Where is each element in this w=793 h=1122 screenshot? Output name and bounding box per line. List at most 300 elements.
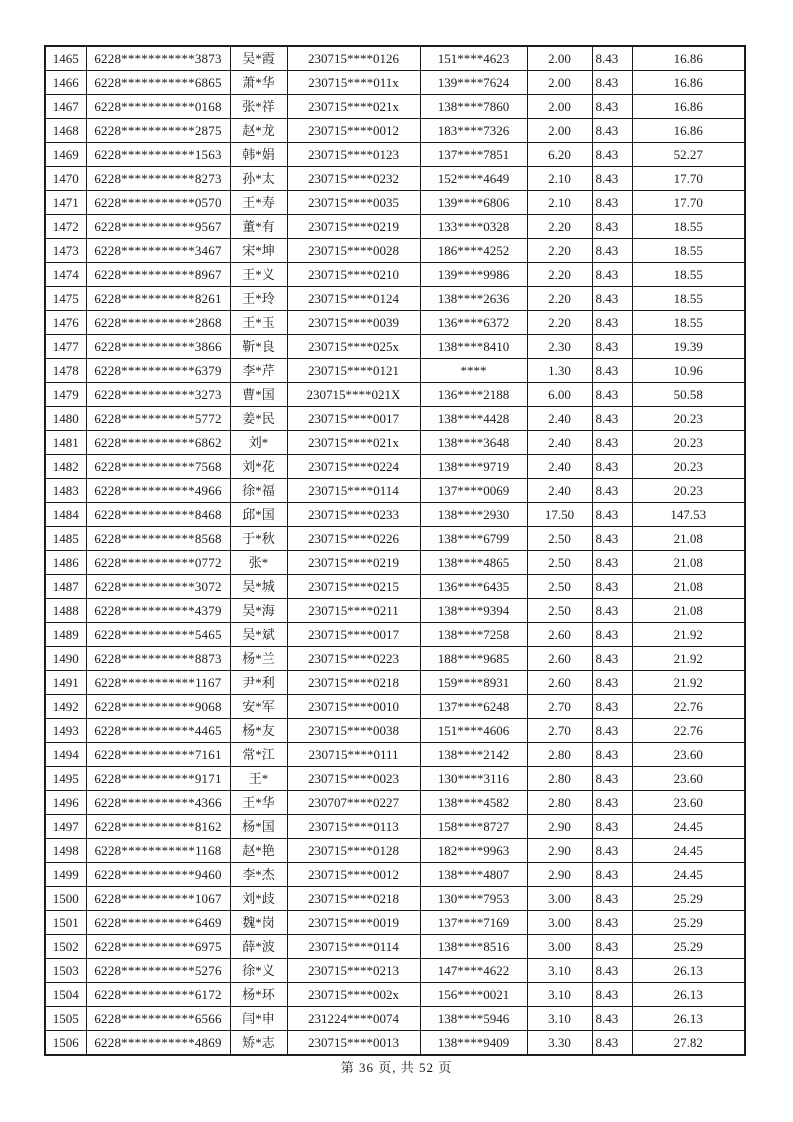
id-number-cell: 230715****0211 [287, 599, 420, 623]
row-number-cell: 1492 [45, 695, 86, 719]
amount-cell: 10.96 [632, 359, 745, 383]
id-number-cell: 230715****0219 [287, 215, 420, 239]
id-number-cell: 230715****011x [287, 71, 420, 95]
card-number-cell: 6228***********9460 [86, 863, 230, 887]
row-number-cell: 1485 [45, 527, 86, 551]
name-cell: 吴*霞 [230, 46, 287, 71]
rate-cell: 8.43 [592, 647, 632, 671]
amount-cell: 18.55 [632, 287, 745, 311]
id-number-cell: 230715****002x [287, 983, 420, 1007]
amount-cell: 27.82 [632, 1031, 745, 1056]
card-number-cell: 6228***********4465 [86, 719, 230, 743]
id-number-cell: 230715****0123 [287, 143, 420, 167]
id-number-cell: 230715****0039 [287, 311, 420, 335]
name-cell: 曹*国 [230, 383, 287, 407]
phone-number-cell: 138****2142 [420, 743, 527, 767]
id-number-cell: 230715****0017 [287, 623, 420, 647]
amount-cell: 21.92 [632, 623, 745, 647]
row-number-cell: 1488 [45, 599, 86, 623]
base-value-cell: 2.90 [527, 815, 592, 839]
base-value-cell: 17.50 [527, 503, 592, 527]
base-value-cell: 2.90 [527, 839, 592, 863]
id-number-cell: 230715****0012 [287, 119, 420, 143]
rate-cell: 8.43 [592, 887, 632, 911]
rate-cell: 8.43 [592, 599, 632, 623]
phone-number-cell: 138****8516 [420, 935, 527, 959]
name-cell: 张* [230, 551, 287, 575]
name-cell: 王*玉 [230, 311, 287, 335]
id-number-cell: 230715****021x [287, 431, 420, 455]
page-footer: 第 36 页, 共 52 页 [340, 1060, 453, 1075]
phone-number-cell: 138****8410 [420, 335, 527, 359]
card-number-cell: 6228***********2868 [86, 311, 230, 335]
id-number-cell: 230715****0012 [287, 863, 420, 887]
row-number-cell: 1499 [45, 863, 86, 887]
id-number-cell: 230715****0213 [287, 959, 420, 983]
row-number-cell: 1489 [45, 623, 86, 647]
card-number-cell: 6228***********3873 [86, 46, 230, 71]
id-number-cell: 230715****0038 [287, 719, 420, 743]
base-value-cell: 2.70 [527, 719, 592, 743]
amount-cell: 24.45 [632, 815, 745, 839]
card-number-cell: 6228***********9171 [86, 767, 230, 791]
name-cell: 吴*城 [230, 575, 287, 599]
amount-cell: 18.55 [632, 311, 745, 335]
table-row [45, 743, 745, 767]
id-number-cell: 230715****0114 [287, 935, 420, 959]
table-row [45, 359, 745, 383]
phone-number-cell: 137****0069 [420, 479, 527, 503]
name-cell: 张*祥 [230, 95, 287, 119]
phone-number-cell: 138****5946 [420, 1007, 527, 1031]
rate-cell: 8.43 [592, 167, 632, 191]
table-row [45, 383, 745, 407]
id-number-cell: 230715****0124 [287, 287, 420, 311]
card-number-cell: 6228***********8261 [86, 287, 230, 311]
name-cell: 董*有 [230, 215, 287, 239]
amount-cell: 52.27 [632, 143, 745, 167]
amount-cell: 22.76 [632, 719, 745, 743]
name-cell: 刘* [230, 431, 287, 455]
name-cell: 李*芹 [230, 359, 287, 383]
card-number-cell: 6228***********5772 [86, 407, 230, 431]
amount-cell: 21.08 [632, 527, 745, 551]
id-number-cell: 230715****0028 [287, 239, 420, 263]
table-row [45, 767, 745, 791]
amount-cell: 25.29 [632, 935, 745, 959]
rate-cell: 8.43 [592, 143, 632, 167]
row-number-cell: 1469 [45, 143, 86, 167]
card-number-cell: 6228***********1563 [86, 143, 230, 167]
card-number-cell: 6228***********4379 [86, 599, 230, 623]
phone-number-cell: 138****4865 [420, 551, 527, 575]
row-number-cell: 1491 [45, 671, 86, 695]
row-number-cell: 1470 [45, 167, 86, 191]
name-cell: 刘*歧 [230, 887, 287, 911]
amount-cell: 18.55 [632, 215, 745, 239]
table-row [45, 911, 745, 935]
rate-cell: 8.43 [592, 527, 632, 551]
rate-cell: 8.43 [592, 671, 632, 695]
phone-number-cell: 138****9409 [420, 1031, 527, 1056]
table-row [45, 839, 745, 863]
table-row [45, 983, 745, 1007]
rate-cell: 8.43 [592, 455, 632, 479]
id-number-cell: 230715****0111 [287, 743, 420, 767]
row-number-cell: 1501 [45, 911, 86, 935]
card-number-cell: 6228***********7568 [86, 455, 230, 479]
name-cell: 赵*龙 [230, 119, 287, 143]
row-number-cell: 1498 [45, 839, 86, 863]
amount-cell: 16.86 [632, 46, 745, 71]
amount-cell: 23.60 [632, 743, 745, 767]
rate-cell: 8.43 [592, 215, 632, 239]
card-number-cell: 6228***********3467 [86, 239, 230, 263]
row-number-cell: 1481 [45, 431, 86, 455]
phone-number-cell: 138****4428 [420, 407, 527, 431]
base-value-cell: 2.40 [527, 479, 592, 503]
table-row [45, 671, 745, 695]
row-number-cell: 1466 [45, 71, 86, 95]
phone-number-cell: 139****6806 [420, 191, 527, 215]
rate-cell: 8.43 [592, 911, 632, 935]
phone-number-cell: 138****4582 [420, 791, 527, 815]
rate-cell: 8.43 [592, 383, 632, 407]
base-value-cell: 6.00 [527, 383, 592, 407]
id-number-cell: 230715****0126 [287, 46, 420, 71]
card-number-cell: 6228***********5276 [86, 959, 230, 983]
table-row [45, 239, 745, 263]
card-number-cell: 6228***********3273 [86, 383, 230, 407]
rate-cell: 8.43 [592, 46, 632, 71]
phone-number-cell: 156****0021 [420, 983, 527, 1007]
rate-cell: 8.43 [592, 335, 632, 359]
id-number-cell: 230715****0113 [287, 815, 420, 839]
id-number-cell: 230715****0226 [287, 527, 420, 551]
base-value-cell: 2.60 [527, 647, 592, 671]
card-number-cell: 6228***********8468 [86, 503, 230, 527]
id-number-cell: 231224****0074 [287, 1007, 420, 1031]
card-number-cell: 6228***********8568 [86, 527, 230, 551]
name-cell: 徐*义 [230, 959, 287, 983]
amount-cell: 26.13 [632, 959, 745, 983]
phone-number-cell: 158****8727 [420, 815, 527, 839]
rate-cell: 8.43 [592, 1007, 632, 1031]
amount-cell: 23.60 [632, 767, 745, 791]
name-cell: 王* [230, 767, 287, 791]
phone-number-cell: 138****9394 [420, 599, 527, 623]
amount-cell: 19.39 [632, 335, 745, 359]
rate-cell: 8.43 [592, 863, 632, 887]
rate-cell: 8.43 [592, 311, 632, 335]
base-value-cell: 2.00 [527, 119, 592, 143]
amount-cell: 25.29 [632, 911, 745, 935]
name-cell: 萧*华 [230, 71, 287, 95]
table-row [45, 455, 745, 479]
row-number-cell: 1496 [45, 791, 86, 815]
amount-cell: 23.60 [632, 791, 745, 815]
name-cell: 徐*福 [230, 479, 287, 503]
id-number-cell: 230715****0218 [287, 671, 420, 695]
table-row [45, 1031, 745, 1056]
table-row [45, 407, 745, 431]
name-cell: 刘*花 [230, 455, 287, 479]
row-number-cell: 1487 [45, 575, 86, 599]
id-number-cell: 230715****0210 [287, 263, 420, 287]
card-number-cell: 6228***********3866 [86, 335, 230, 359]
card-number-cell: 6228***********2875 [86, 119, 230, 143]
row-number-cell: 1505 [45, 1007, 86, 1031]
row-number-cell: 1468 [45, 119, 86, 143]
card-number-cell: 6228***********6865 [86, 71, 230, 95]
row-number-cell: 1483 [45, 479, 86, 503]
table-row [45, 1007, 745, 1031]
base-value-cell: 3.00 [527, 887, 592, 911]
table-row [45, 215, 745, 239]
id-number-cell: 230715****0121 [287, 359, 420, 383]
phone-number-cell: 138****4807 [420, 863, 527, 887]
card-number-cell: 6228***********4869 [86, 1031, 230, 1056]
name-cell: 矫*志 [230, 1031, 287, 1056]
base-value-cell: 2.40 [527, 407, 592, 431]
base-value-cell: 2.50 [527, 575, 592, 599]
rate-cell: 8.43 [592, 767, 632, 791]
id-number-cell: 230715****0224 [287, 455, 420, 479]
amount-cell: 20.23 [632, 479, 745, 503]
name-cell: 杨*兰 [230, 647, 287, 671]
table-row [45, 887, 745, 911]
card-number-cell: 6228***********8873 [86, 647, 230, 671]
base-value-cell: 2.60 [527, 671, 592, 695]
id-number-cell: 230715****0128 [287, 839, 420, 863]
card-number-cell: 6228***********6975 [86, 935, 230, 959]
name-cell: 孙*太 [230, 167, 287, 191]
name-cell: 王*寿 [230, 191, 287, 215]
card-number-cell: 6228***********6862 [86, 431, 230, 455]
id-number-cell: 230715****0218 [287, 887, 420, 911]
row-number-cell: 1494 [45, 743, 86, 767]
base-value-cell: 3.10 [527, 1007, 592, 1031]
base-value-cell: 2.50 [527, 551, 592, 575]
row-number-cell: 1476 [45, 311, 86, 335]
phone-number-cell: 139****9986 [420, 263, 527, 287]
phone-number-cell: 159****8931 [420, 671, 527, 695]
table-row [45, 71, 745, 95]
row-number-cell: 1500 [45, 887, 86, 911]
table-row [45, 599, 745, 623]
amount-cell: 16.86 [632, 119, 745, 143]
phone-number-cell: 130****7953 [420, 887, 527, 911]
rate-cell: 8.43 [592, 959, 632, 983]
records-table-body [45, 46, 745, 1055]
card-number-cell: 6228***********0168 [86, 95, 230, 119]
amount-cell: 24.45 [632, 863, 745, 887]
base-value-cell: 2.50 [527, 599, 592, 623]
amount-cell: 21.92 [632, 671, 745, 695]
card-number-cell: 6228***********5465 [86, 623, 230, 647]
rate-cell: 8.43 [592, 719, 632, 743]
amount-cell: 21.08 [632, 599, 745, 623]
row-number-cell: 1473 [45, 239, 86, 263]
phone-number-cell: 188****9685 [420, 647, 527, 671]
rate-cell: 8.43 [592, 71, 632, 95]
row-number-cell: 1486 [45, 551, 86, 575]
name-cell: 赵*艳 [230, 839, 287, 863]
row-number-cell: 1474 [45, 263, 86, 287]
base-value-cell: 2.70 [527, 695, 592, 719]
phone-number-cell: 151****4623 [420, 46, 527, 71]
name-cell: 杨*友 [230, 719, 287, 743]
id-number-cell: 230707****0227 [287, 791, 420, 815]
row-number-cell: 1506 [45, 1031, 86, 1056]
id-number-cell: 230715****021X [287, 383, 420, 407]
id-number-cell: 230715****0023 [287, 767, 420, 791]
card-number-cell: 6228***********3072 [86, 575, 230, 599]
row-number-cell: 1467 [45, 95, 86, 119]
phone-number-cell: 137****7851 [420, 143, 527, 167]
base-value-cell: 2.60 [527, 623, 592, 647]
table-row [45, 935, 745, 959]
name-cell: 杨*环 [230, 983, 287, 1007]
phone-number-cell: 138****2930 [420, 503, 527, 527]
amount-cell: 21.08 [632, 575, 745, 599]
amount-cell: 20.23 [632, 431, 745, 455]
amount-cell: 18.55 [632, 239, 745, 263]
table-row [45, 119, 745, 143]
id-number-cell: 230715****0114 [287, 479, 420, 503]
base-value-cell: 1.30 [527, 359, 592, 383]
name-cell: 吴*海 [230, 599, 287, 623]
phone-number-cell: 138****3648 [420, 431, 527, 455]
row-number-cell: 1471 [45, 191, 86, 215]
rate-cell: 8.43 [592, 983, 632, 1007]
card-number-cell: 6228***********6379 [86, 359, 230, 383]
phone-number-cell: 186****4252 [420, 239, 527, 263]
table-row [45, 431, 745, 455]
card-number-cell: 6228***********1168 [86, 839, 230, 863]
base-value-cell: 2.20 [527, 311, 592, 335]
amount-cell: 17.70 [632, 191, 745, 215]
id-number-cell: 230715****021x [287, 95, 420, 119]
rate-cell: 8.43 [592, 119, 632, 143]
id-number-cell: 230715****0232 [287, 167, 420, 191]
row-number-cell: 1475 [45, 287, 86, 311]
card-number-cell: 6228***********4366 [86, 791, 230, 815]
table-row [45, 551, 745, 575]
rate-cell: 8.43 [592, 743, 632, 767]
name-cell: 闫*申 [230, 1007, 287, 1031]
amount-cell: 21.92 [632, 647, 745, 671]
name-cell: 王*华 [230, 791, 287, 815]
name-cell: 王*玲 [230, 287, 287, 311]
phone-number-cell: 139****7624 [420, 71, 527, 95]
amount-cell: 50.58 [632, 383, 745, 407]
row-number-cell: 1503 [45, 959, 86, 983]
rate-cell: 8.43 [592, 263, 632, 287]
base-value-cell: 2.20 [527, 239, 592, 263]
amount-cell: 18.55 [632, 263, 745, 287]
name-cell: 魏*岗 [230, 911, 287, 935]
phone-number-cell: 183****7326 [420, 119, 527, 143]
row-number-cell: 1480 [45, 407, 86, 431]
base-value-cell: 3.00 [527, 911, 592, 935]
records-table [44, 45, 746, 1056]
card-number-cell: 6228***********8273 [86, 167, 230, 191]
table-row [45, 527, 745, 551]
phone-number-cell: 138****2636 [420, 287, 527, 311]
base-value-cell: 2.10 [527, 167, 592, 191]
rate-cell: 8.43 [592, 815, 632, 839]
base-value-cell: 2.40 [527, 455, 592, 479]
rate-cell: 8.43 [592, 407, 632, 431]
row-number-cell: 1479 [45, 383, 86, 407]
amount-cell: 147.53 [632, 503, 745, 527]
phone-number-cell: 152****4649 [420, 167, 527, 191]
amount-cell: 22.76 [632, 695, 745, 719]
row-number-cell: 1484 [45, 503, 86, 527]
table-row [45, 719, 745, 743]
phone-number-cell: 130****3116 [420, 767, 527, 791]
table-row [45, 95, 745, 119]
rate-cell: 8.43 [592, 239, 632, 263]
card-number-cell: 6228***********8967 [86, 263, 230, 287]
base-value-cell: 6.20 [527, 143, 592, 167]
phone-number-cell: 136****6435 [420, 575, 527, 599]
phone-number-cell: 137****6248 [420, 695, 527, 719]
table-row [45, 479, 745, 503]
table-row [45, 143, 745, 167]
phone-number-cell: 137****7169 [420, 911, 527, 935]
name-cell: 韩*娟 [230, 143, 287, 167]
id-number-cell: 230715****0233 [287, 503, 420, 527]
row-number-cell: 1482 [45, 455, 86, 479]
card-number-cell: 6228***********9068 [86, 695, 230, 719]
row-number-cell: 1490 [45, 647, 86, 671]
base-value-cell: 2.80 [527, 791, 592, 815]
card-number-cell: 6228***********4966 [86, 479, 230, 503]
base-value-cell: 3.00 [527, 935, 592, 959]
table-row [45, 167, 745, 191]
card-number-cell: 6228***********9567 [86, 215, 230, 239]
amount-cell: 21.08 [632, 551, 745, 575]
table-row [45, 695, 745, 719]
table-row [45, 575, 745, 599]
amount-cell: 16.86 [632, 95, 745, 119]
table-row [45, 647, 745, 671]
card-number-cell: 6228***********6566 [86, 1007, 230, 1031]
rate-cell: 8.43 [592, 359, 632, 383]
card-number-cell: 6228***********1167 [86, 671, 230, 695]
name-cell: 于*秋 [230, 527, 287, 551]
rate-cell: 8.43 [592, 95, 632, 119]
amount-cell: 16.86 [632, 71, 745, 95]
name-cell: 安*军 [230, 695, 287, 719]
id-number-cell: 230715****0010 [287, 695, 420, 719]
row-number-cell: 1502 [45, 935, 86, 959]
name-cell: 常*江 [230, 743, 287, 767]
table-row [45, 263, 745, 287]
table-row [45, 335, 745, 359]
id-number-cell: 230715****0223 [287, 647, 420, 671]
phone-number-cell: 151****4606 [420, 719, 527, 743]
card-number-cell: 6228***********6469 [86, 911, 230, 935]
name-cell: 吴*斌 [230, 623, 287, 647]
phone-number-cell: 147****4622 [420, 959, 527, 983]
id-number-cell: 230715****0017 [287, 407, 420, 431]
rate-cell: 8.43 [592, 839, 632, 863]
card-number-cell: 6228***********6172 [86, 983, 230, 1007]
phone-number-cell: **** [420, 359, 527, 383]
